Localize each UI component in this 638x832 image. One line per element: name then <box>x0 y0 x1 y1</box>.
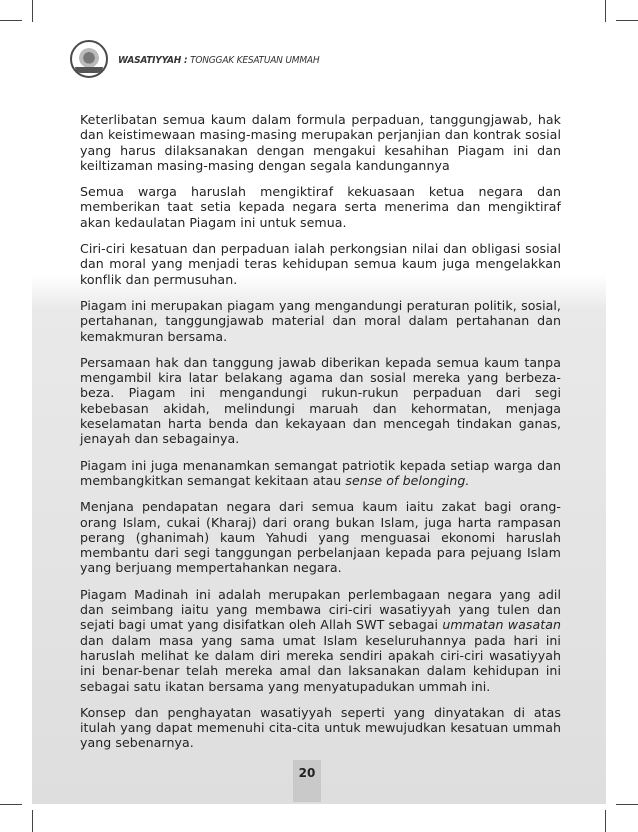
paragraph-text: dan dalam masa yang sama umat Islam keseluruhannya pada hari ini haruslah melihat ke dalam diri mereka sendiri apakah ciri-ciri wasatiyyah ini benar-benar telah mereka amal dan laksanakan dalam kehidupan ini sebagai satu ikatan bersama yang menyatupadukan ummah ini. <box>80 632 561 694</box>
crop-mark <box>605 810 606 832</box>
crop-mark <box>0 804 22 805</box>
running-title-rest: TONGGAK KESATUAN UMMAH <box>190 55 320 66</box>
logo-icon <box>70 40 108 78</box>
paragraph <box>80 587 561 694</box>
italic-phrase: sense of belonging. <box>345 472 470 488</box>
paragraph: Keterlibatan semua kaum dalam formula perpaduan, tanggungjawab, hak dan keistimewaan masing-masing merupakan perjanjian dan kontrak sosial yang harus dilaksanakan dengan mengakui kesahihan Piagam ini dan keiltizaman masing-masing dengan segala kandungannya <box>80 112 561 173</box>
running-title <box>118 55 319 66</box>
crop-mark <box>616 804 638 805</box>
page-header <box>70 40 370 80</box>
crop-mark <box>0 20 22 21</box>
paragraph: Persamaan hak dan tanggung jawab diberikan kepada semua kaum tanpa mengambil kira latar belakang agama dan sosial mereka yang berbeza-beza. Piagam ini mengandungi rukun-rukun perpaduan dari segi kebebasan akidah, melindungi maruah dan kehormatan, menjaga keselamatan harta benda dan kekayaan dan mencegah tindakan ganas, jenayah dan sebagainya. <box>80 354 561 447</box>
paragraph: Semua warga haruslah mengiktiraf kekuasaan ketua negara dan memberikan taat setia kepada negara serta menerima dan mengiktiraf akan kedaulatan Piagam ini untuk semua. <box>80 184 561 230</box>
paragraph: Piagam ini merupakan piagam yang mengandungi peraturan politik, sosial, pertahanan, tanggungjawab material dan moral dalam pertahanan dan kemakmuran bersama. <box>80 297 561 344</box>
paragraph: Menjana pendapatan negara dari semua kaum iaitu zakat bagi orang-orang Islam, cukai (Kharaj) dari orang bukan Islam, juga harta rampasan perang (ghanimah) kaum Yahudi yang menguasai ekonomi haruslah membantu dari segi tanggungan perbelanjaan kepada para pejuang Islam yang berjuang mempertahankan negara. <box>80 499 561 576</box>
paragraph <box>80 458 561 489</box>
crop-mark <box>32 810 33 832</box>
crop-mark <box>616 20 638 21</box>
italic-phrase: ummatan wasatan <box>442 617 562 633</box>
paragraph: Konsep dan penghayatan wasatiyyah seperti yang dinyatakan di atas itulah yang dapat memenuhi cita-cita untuk mewujudkan kesatuan ummah yang sebenarnya. <box>80 704 561 751</box>
running-title-bold: WASATIYYAH : <box>118 55 188 66</box>
paragraph: Ciri-ciri kesatuan dan perpaduan ialah perkongsian nilai dan obligasi sosial dan moral yang menjadi teras kehidupan semua kaum juga mengelakkan konflik dan permusuhan. <box>80 241 561 287</box>
paragraph-text: Piagam ini juga menanamkan semangat patriotik kepada setiap warga dan membangkitkan semangat kekitaan atau <box>80 457 561 488</box>
crop-mark <box>32 0 33 22</box>
crop-mark <box>605 0 606 22</box>
body-text <box>80 112 561 762</box>
page-number: 20 <box>293 760 321 802</box>
paragraph-text: Piagam Madinah ini adalah merupakan perlembagaan negara yang adil dan seimbang iaitu yang membawa ciri-ciri wasatiyyah yang tulen dan sejati bagi umat yang disifatkan oleh Allah SWT sebagai <box>80 586 561 633</box>
